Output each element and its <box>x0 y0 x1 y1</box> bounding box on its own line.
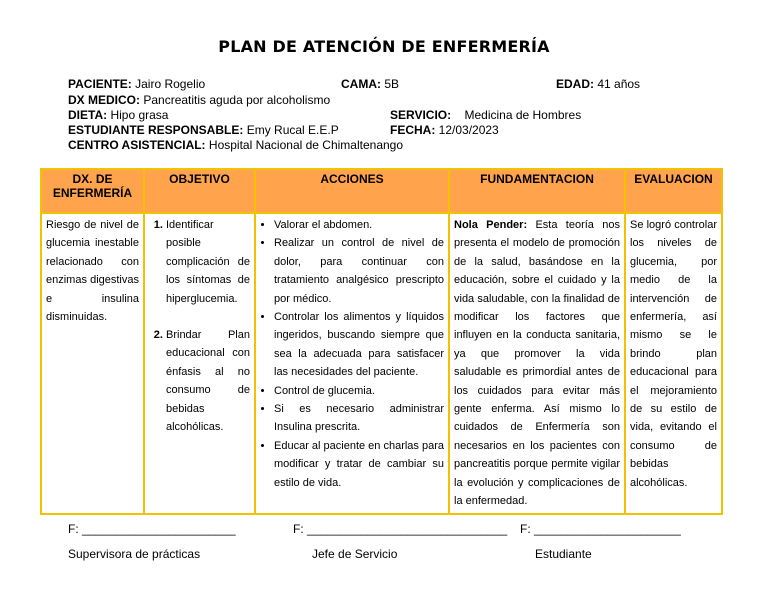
list-item: • Controlar los alimentos y líquidos ingeridos, buscando siempre que sea la adecuada para satisfacer las necesidades del paciente. <box>274 308 444 382</box>
paciente-value: Jairo Rogelio <box>135 77 206 91</box>
header-dx: DX. DE ENFERMERÍA <box>41 169 144 213</box>
servicio-label: SERVICIO: <box>390 108 452 122</box>
fecha-field <box>390 123 499 138</box>
cama-field <box>341 77 399 92</box>
header-fundamentacion: FUNDAMENTACION <box>449 169 625 213</box>
list-item: • Educar al paciente en charlas para modificar y tratar de cambiar su estilo de vida. <box>274 437 444 492</box>
signature-role-supervisora: Supervisora de prácticas <box>68 547 201 561</box>
servicio-value: Medicina de Hombres <box>464 108 582 122</box>
centro-value: Hospital Nacional de Chimaltenango <box>208 138 404 152</box>
objetivo-text: Brindar Plan educacional con énfasis al no consumo de bebidas alcohólicas. <box>166 329 250 434</box>
edad-field <box>556 77 640 92</box>
estudiante-label: ESTUDIANTE RESPONSABLE: <box>68 123 244 137</box>
header-acciones: ACCIONES <box>255 169 449 213</box>
centro-label: CENTRO ASISTENCIAL: <box>68 138 206 152</box>
list-item <box>166 216 250 308</box>
dieta-value: Hipo grasa <box>110 108 169 122</box>
list-item <box>166 326 250 436</box>
evaluacion-cell: Se logró controlar los niveles de glucemia, por medio de la intervención de enfermería, así mismo se le brindo plan educacional para el mejoramiento de su estilo de vida, evitando el consumo de bebidas alcohólicas. <box>625 213 722 514</box>
signature-line-estudiante: F: ______________________ <box>520 522 681 536</box>
edad-label: EDAD: <box>556 77 594 91</box>
page-title: PLAN DE ATENCIÓN DE ENFERMERÍA <box>218 37 550 56</box>
centro-field <box>68 138 403 153</box>
paciente-label: PACIENTE: <box>68 77 132 91</box>
objetivo-text: Identificar posible complicación de los síntomas de hiperglucemia. <box>166 219 250 305</box>
fundamentacion-text: Esta teoría nos presenta el modelo de promoción de la salud, basándose en la educación, sobre el cuidado y la vida saludable, con la finalidad de modificar los factores que influyen en la conducta sanitaria, ya que promover la vida saludable es primordial antes de los cuidados para evitar más gente enferma. Así mismo lo cuidados de Enfermería son necesarios en los pacientes con pancreatitis porque permite vigilar la evolución y complicaciones de la enfermedad. <box>454 219 620 508</box>
signature-line-jefe: F: ______________________________ <box>293 522 508 536</box>
dx-cell: Riesgo de nivel de glucemia inestable relacionado con enzimas digestivas e insulina disminuidas. <box>41 213 144 514</box>
edad-value: 41 años <box>597 77 641 91</box>
signature-role-jefe: Jefe de Servicio <box>312 547 398 561</box>
fundamentacion-author: Nola Pender: <box>454 219 528 231</box>
care-plan-table <box>40 168 723 515</box>
fecha-value: 12/03/2023 <box>438 123 499 137</box>
list-item: • Control de glucemia. <box>274 382 444 400</box>
table-row <box>41 213 722 514</box>
list-item: • Valorar el abdomen. <box>274 216 444 234</box>
dx-medico-value: Pancreatitis aguda por alcoholismo <box>143 93 331 107</box>
header-evaluacion: EVALUACION <box>625 169 722 213</box>
paciente-field <box>68 77 205 92</box>
fundamentacion-cell <box>449 213 625 514</box>
objetivo-cell <box>144 213 255 514</box>
servicio-field <box>390 108 581 123</box>
cama-label: CAMA: <box>341 77 381 91</box>
header-objetivo: OBJETIVO <box>144 169 255 213</box>
table-header-row <box>41 169 722 213</box>
dx-medico-label: DX MEDICO: <box>68 93 140 107</box>
fecha-label: FECHA: <box>390 123 436 137</box>
list-item: • Realizar un control de nivel de dolor, para continuar con tratamiento analgésico prescripto por médico. <box>274 234 444 308</box>
estudiante-field <box>68 123 339 138</box>
objetivo-list <box>149 216 250 436</box>
signature-role-estudiante: Estudiante <box>535 547 592 561</box>
acciones-cell <box>255 213 449 514</box>
signature-line-supervisora: F: _______________________ <box>68 522 236 536</box>
dx-medico-field <box>68 93 330 108</box>
acciones-list <box>260 216 444 492</box>
list-item: • Si es necesario administrar Insulina prescrita. <box>274 400 444 437</box>
dieta-label: DIETA: <box>68 108 108 122</box>
cama-value: 5B <box>384 77 400 91</box>
dieta-field <box>68 108 168 123</box>
estudiante-value: Emy Rucal E.E.P <box>246 123 339 137</box>
